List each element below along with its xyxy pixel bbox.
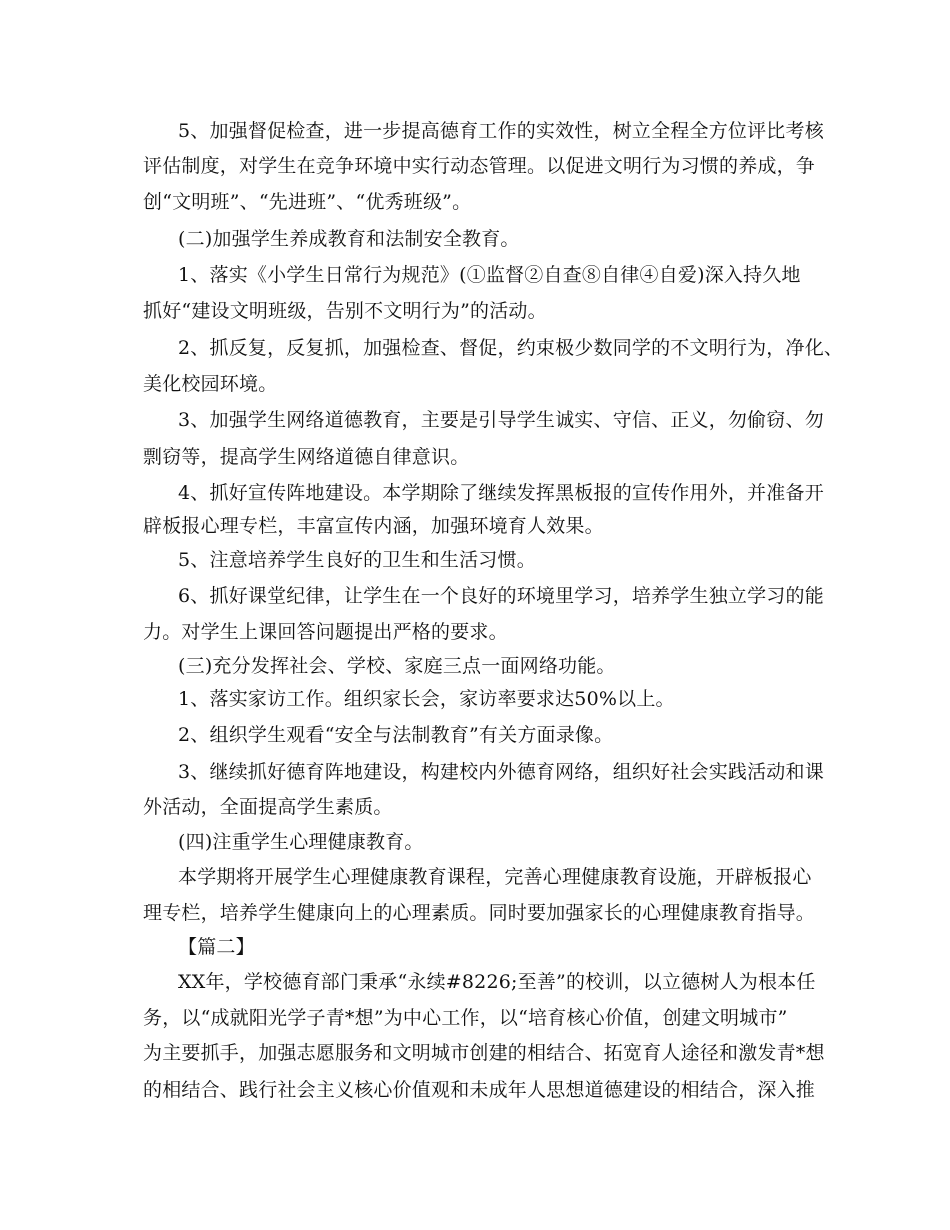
text-line: 务，以“成就阳光学子青*想”为中心工作，以“培育核心价值，创建文明城市” [143, 1007, 788, 1029]
text-line: 3、加强学生网络道德教育，主要是引导学生诚实、守信、正义，勿偷窃、勿 [178, 409, 824, 431]
text-line: 本学期将开展学生心理健康教育课程，完善心理健康教育设施，开辟板报心 [178, 866, 812, 888]
text-line: 5、加强督促检查，进一步提高德育工作的实效性，树立全程全方位评比考核 [178, 120, 824, 142]
text-line: 美化校园环境。 [143, 373, 278, 395]
text-line: 外活动，全面提高学生素质。 [143, 796, 393, 818]
section-heading: (二)加强学生养成教育和法制安全教育。 [178, 228, 520, 250]
text-line: 剽窃等，提高学生网络道德自律意识。 [143, 446, 470, 468]
text-line: XX年，学校德育部门秉承“永续#8226;至善”的校训，以立德树人为根本任 [178, 971, 816, 993]
text-line: 评估制度，对学生在竞争环境中实行动态管理。以促进文明行为习惯的养成，争 [143, 155, 816, 177]
text-line: 1、落实《小学生日常行为规范》(①监督②自查⑧自律④自爱)深入持久地 [178, 264, 801, 286]
text-line: 1、落实家访工作。组织家长会，家访率要求达50%以上。 [178, 688, 675, 710]
text-line: 6、抓好课堂纪律，让学生在一个良好的环境里学习，培养学生独立学习的能 [178, 585, 824, 607]
text-line: 5、注意培养学生良好的卫生和生活习惯。 [178, 549, 536, 571]
text-line: 2、抓反复，反复抓，加强检查、督促，约束极少数同学的不文明行为，净化、 [178, 337, 844, 359]
section-heading: (四)注重学生心理健康教育。 [178, 831, 424, 853]
text-line: 理专栏，培养学生健康向上的心理素质。同时要加强家长的心理健康教育指导。 [143, 902, 816, 924]
text-line: 3、继续抓好德育阵地建设，构建校内外德育网络，组织好社会实践活动和课 [178, 761, 824, 783]
text-line: 为主要抓手，加强志愿服务和文明城市创建的相结合、拓宽育人途径和激发青*想 [143, 1042, 825, 1064]
text-line: 力。对学生上课回答问题提出严格的要求。 [143, 621, 508, 643]
section-heading: (三)充分发挥社会、学校、家庭三点一面网络功能。 [178, 655, 616, 677]
text-line: 的相结合、践行社会主义核心价值观和未成年人思想道德建设的相结合，深入推 [143, 1079, 816, 1101]
part-heading: 【篇二】 [178, 936, 255, 958]
text-line: 创“文明班”、“先进班”、“优秀班级”。 [143, 191, 472, 213]
text-line: 辟板报心理专栏，丰富宣传内涵，加强环境育人效果。 [143, 515, 604, 537]
text-line: 2、组织学生观看“安全与法制教育”有关方面录像。 [178, 724, 614, 746]
text-line: 抓好“建设文明班级，告别不文明行为”的活动。 [143, 300, 547, 322]
text-line: 4、抓好宣传阵地建设。本学期除了继续发挥黑板报的宣传作用外，并准备开 [178, 482, 824, 504]
